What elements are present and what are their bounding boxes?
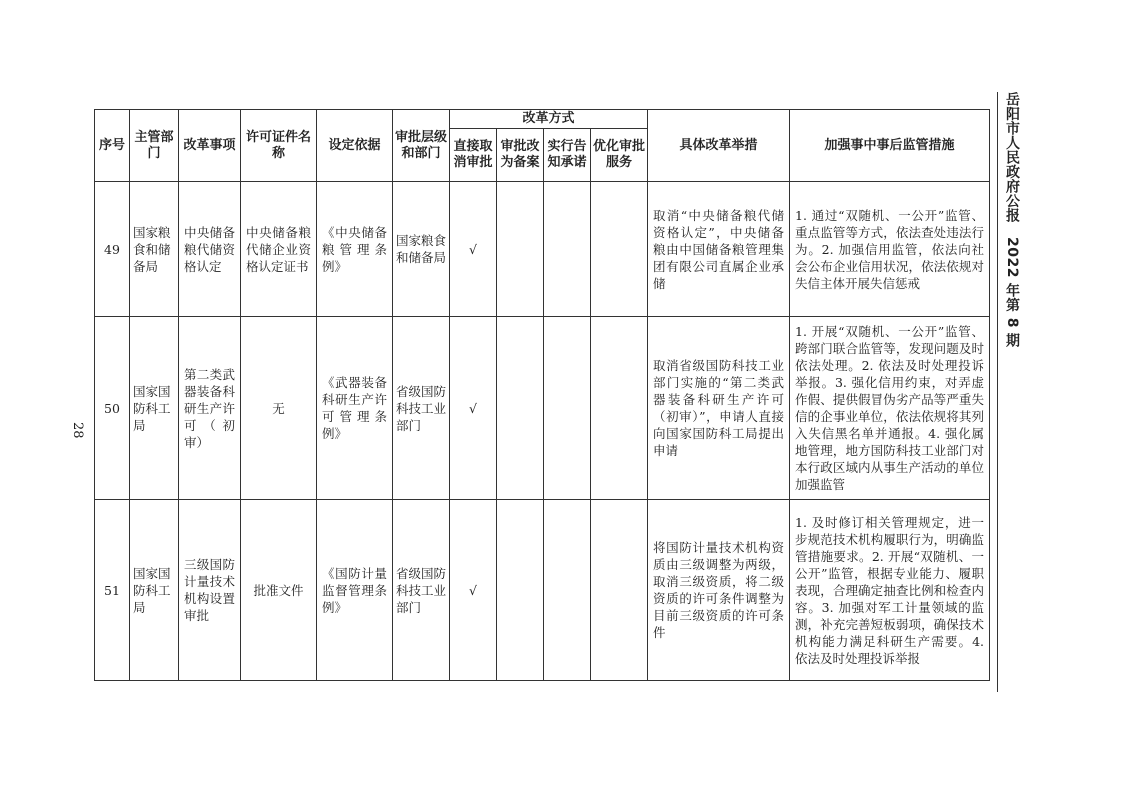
header-mode-filing: 审批改为备案 [497,129,544,182]
cell-seq: 49 [95,182,130,317]
cell-filing [497,317,544,500]
cell-dept: 国家国防科工局 [130,317,179,500]
header-level: 审批层级和部门 [393,110,450,182]
cell-notify [544,182,591,317]
cell-filing [497,182,544,317]
cell-level: 省级国防科技工业部门 [393,500,450,681]
header-mode-cancel: 直接取消审批 [450,129,497,182]
cell-notify [544,317,591,500]
header-measures: 具体改革举措 [648,110,790,182]
cell-dept: 国家国防科工局 [130,500,179,681]
header-seq: 序号 [95,110,130,182]
page-number: 28 [70,422,85,439]
cell-level: 省级国防科技工业部门 [393,317,450,500]
cell-supervision: 1. 及时修订相关管理规定，进一步规范技术机构履职行为，明确监管措施要求。2. 开展“双随机、一公开”监管，根据专业能力、履职表现，合理确定抽查比例和检查内容。3. 加强对军工计量领域的监测，补充完善短板弱项，确保技术机构能力满足科研生产需要。4. 依法及时处理投诉举报 [790,500,990,681]
table-header [95,110,990,182]
cell-supervision: 1. 开展“双随机、一公开”监管、跨部门联合监管等，发现问题及时依法处理。2. 依法及时处理投诉举报。3. 强化信用约束，对弄虚作假、提供假冒伪劣产品等严重失信的企事业单位，依法依规将其列入失信黑名单并通报。4. 强化属地管理，地方国防科技工业部门对本行政区域内从事生产活动的单位加强监管 [790,317,990,500]
header-mode-optimize: 优化审批服务 [591,129,648,182]
header-item: 改革事项 [179,110,241,182]
header-mode-notify: 实行告知承诺 [544,129,591,182]
cell-basis: 《武器装备科研生产许可管理条例》 [317,317,393,500]
reform-table [94,109,990,681]
cell-item: 中央储备粮代储资格认定 [179,182,241,317]
cell-optimize [591,317,648,500]
cell-measures: 取消“中央储备粮代储资格认定”，中央储备粮由中国储备粮管理集团有限公司直属企业承储 [648,182,790,317]
cell-seq: 50 [95,317,130,500]
cell-measures: 取消省级国防科技工业部门实施的“第二类武器装备科研生产许可（初审）”，申请人直接向国家国防科工局提出申请 [648,317,790,500]
cell-item: 三级国防计量技术机构设置审批 [179,500,241,681]
header-basis: 设定依据 [317,110,393,182]
cell-cancel: √ [450,317,497,500]
cell-level: 国家粮食和储备局 [393,182,450,317]
cell-license: 中央储备粮代储企业资格认定证书 [241,182,317,317]
cell-notify [544,500,591,681]
cell-cancel: √ [450,182,497,317]
cell-item: 第二类武器装备科研生产许可（初审） [179,317,241,500]
gazette-title: 岳阳市人民政府公报 2022 年第 8 期 [1004,92,1020,348]
table-row [95,317,990,500]
header-dept: 主管部门 [130,110,179,182]
cell-filing [497,500,544,681]
sidebar-divider [997,92,998,692]
cell-optimize [591,182,648,317]
header-supervision: 加强事中事后监管措施 [790,110,990,182]
cell-license: 批准文件 [241,500,317,681]
cell-optimize [591,500,648,681]
cell-basis: 《国防计量监督管理条例》 [317,500,393,681]
cell-seq: 51 [95,500,130,681]
cell-dept: 国家粮食和储备局 [130,182,179,317]
cell-cancel: √ [450,500,497,681]
cell-measures: 将国防计量技术机构资质由三级调整为两级，取消三级资质，将二级资质的许可条件调整为目前三级资质的许可条件 [648,500,790,681]
cell-license: 无 [241,317,317,500]
cell-basis: 《中央储备粮管理条例》 [317,182,393,317]
table-row [95,182,990,317]
cell-supervision: 1. 通过“双随机、一公开”监管、重点监管等方式，依法查处违法行为。2. 加强信用监管，依法向社会公布企业信用状况，依法依规对失信主体开展失信惩戒 [790,182,990,317]
table-row [95,500,990,681]
header-license: 许可证件名称 [241,110,317,182]
header-reform-mode: 改革方式 [450,110,648,129]
